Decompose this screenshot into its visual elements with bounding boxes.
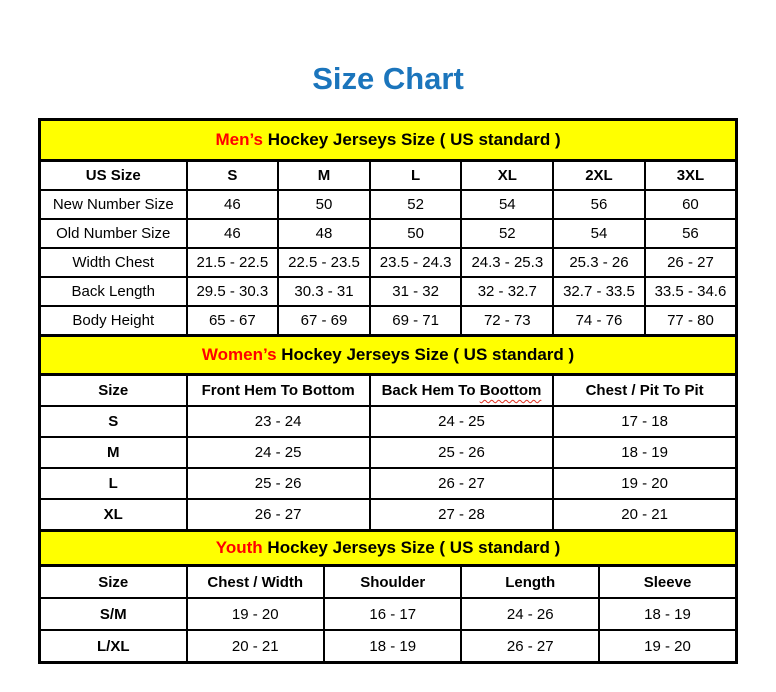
row-label: Old Number Size bbox=[40, 219, 187, 248]
cell: 19 - 20 bbox=[187, 598, 324, 630]
cell: 21.5 - 22.5 bbox=[187, 248, 279, 277]
cell: 46 bbox=[187, 190, 279, 219]
row-label: XL bbox=[40, 499, 187, 531]
row-label: M bbox=[40, 437, 187, 468]
cell: 17 - 18 bbox=[553, 406, 736, 437]
column-header: M bbox=[278, 161, 370, 191]
cell: 54 bbox=[553, 219, 645, 248]
misspelled-word: Boottom bbox=[479, 382, 542, 399]
column-header: 2XL bbox=[553, 161, 645, 191]
cell: 19 - 20 bbox=[599, 630, 737, 663]
cell: 25 - 26 bbox=[187, 468, 370, 499]
table-row bbox=[40, 248, 737, 277]
row-label: S bbox=[40, 406, 187, 437]
column-header: L bbox=[370, 161, 462, 191]
section-band-row bbox=[40, 336, 737, 375]
section-header-accent: Men’s bbox=[215, 130, 263, 149]
column-header: S bbox=[187, 161, 279, 191]
row-label: L bbox=[40, 468, 187, 499]
section-header-accent: Youth bbox=[215, 538, 263, 557]
section-band-row bbox=[40, 120, 737, 161]
column-header: US Size bbox=[40, 161, 187, 191]
cell: 32 - 32.7 bbox=[461, 277, 553, 306]
section-header-text: Hockey Jerseys Size ( US standard ) bbox=[276, 345, 575, 364]
row-label: S/M bbox=[40, 598, 187, 630]
cell: 77 - 80 bbox=[645, 306, 737, 336]
cell: 65 - 67 bbox=[187, 306, 279, 336]
cell: 46 bbox=[187, 219, 279, 248]
table-row bbox=[40, 468, 737, 499]
size-chart-table-wrap bbox=[38, 118, 735, 664]
column-header: 3XL bbox=[645, 161, 737, 191]
cell: 33.5 - 34.6 bbox=[645, 277, 737, 306]
cell: 60 bbox=[645, 190, 737, 219]
cell: 27 - 28 bbox=[370, 499, 553, 531]
cell: 24.3 - 25.3 bbox=[461, 248, 553, 277]
column-header: Sleeve bbox=[599, 566, 737, 599]
row-label: L/XL bbox=[40, 630, 187, 663]
column-header: Length bbox=[461, 566, 598, 599]
cell: 24 - 26 bbox=[461, 598, 598, 630]
cell: 26 - 27 bbox=[461, 630, 598, 663]
cell: 52 bbox=[370, 190, 462, 219]
cell: 23 - 24 bbox=[187, 406, 370, 437]
row-label: Width Chest bbox=[40, 248, 187, 277]
section-header-womens bbox=[40, 336, 737, 375]
section-header-text: Hockey Jerseys Size ( US standard ) bbox=[263, 130, 561, 149]
cell: 18 - 19 bbox=[599, 598, 737, 630]
cell: 50 bbox=[278, 190, 370, 219]
header-row bbox=[40, 566, 737, 599]
size-chart-body bbox=[40, 120, 737, 663]
cell: 32.7 - 33.5 bbox=[553, 277, 645, 306]
section-header-accent: Women’s bbox=[201, 345, 277, 364]
page-title: Size Chart bbox=[312, 61, 464, 96]
table-row bbox=[40, 306, 737, 336]
section-band-row bbox=[40, 531, 737, 566]
table-row bbox=[40, 499, 737, 531]
cell: 16 - 17 bbox=[324, 598, 461, 630]
cell: 18 - 19 bbox=[553, 437, 736, 468]
cell: 69 - 71 bbox=[370, 306, 462, 336]
section-header-youth bbox=[40, 531, 737, 566]
cell: 25 - 26 bbox=[370, 437, 553, 468]
column-header: Chest / Pit To Pit bbox=[553, 375, 736, 407]
column-header: Chest / Width bbox=[187, 566, 324, 599]
column-header: Back Hem To Boottom bbox=[370, 375, 553, 407]
table-row bbox=[40, 277, 737, 306]
cell: 26 - 27 bbox=[187, 499, 370, 531]
cell: 72 - 73 bbox=[461, 306, 553, 336]
table-row bbox=[40, 437, 737, 468]
row-label: Body Height bbox=[40, 306, 187, 336]
header-row bbox=[40, 375, 737, 407]
cell: 26 - 27 bbox=[645, 248, 737, 277]
table-row bbox=[40, 630, 737, 663]
cell: 54 bbox=[461, 190, 553, 219]
section-header-text: Hockey Jerseys Size ( US standard ) bbox=[262, 538, 561, 557]
cell: 22.5 - 23.5 bbox=[278, 248, 370, 277]
cell: 31 - 32 bbox=[370, 277, 462, 306]
cell: 30.3 - 31 bbox=[278, 277, 370, 306]
row-label: Back Length bbox=[40, 277, 187, 306]
cell: 20 - 21 bbox=[187, 630, 324, 663]
column-header: Size bbox=[40, 375, 187, 407]
cell: 67 - 69 bbox=[278, 306, 370, 336]
row-label: New Number Size bbox=[40, 190, 187, 219]
column-header: Front Hem To Bottom bbox=[187, 375, 370, 407]
cell: 50 bbox=[370, 219, 462, 248]
cell: 48 bbox=[278, 219, 370, 248]
column-header: Shoulder bbox=[324, 566, 461, 599]
cell: 24 - 25 bbox=[370, 406, 553, 437]
cell: 23.5 - 24.3 bbox=[370, 248, 462, 277]
header-row bbox=[40, 161, 737, 191]
cell: 18 - 19 bbox=[324, 630, 461, 663]
cell: 26 - 27 bbox=[370, 468, 553, 499]
size-chart-table bbox=[38, 118, 738, 664]
cell: 25.3 - 26 bbox=[553, 248, 645, 277]
cell: 56 bbox=[645, 219, 737, 248]
table-row bbox=[40, 190, 737, 219]
cell: 52 bbox=[461, 219, 553, 248]
cell: 56 bbox=[553, 190, 645, 219]
section-header-mens bbox=[40, 120, 737, 161]
table-row bbox=[40, 598, 737, 630]
table-row bbox=[40, 219, 737, 248]
cell: 24 - 25 bbox=[187, 437, 370, 468]
column-header: Size bbox=[40, 566, 187, 599]
cell: 20 - 21 bbox=[553, 499, 736, 531]
cell: 74 - 76 bbox=[553, 306, 645, 336]
cell: 29.5 - 30.3 bbox=[187, 277, 279, 306]
table-row bbox=[40, 406, 737, 437]
column-header: XL bbox=[461, 161, 553, 191]
cell: 19 - 20 bbox=[553, 468, 736, 499]
